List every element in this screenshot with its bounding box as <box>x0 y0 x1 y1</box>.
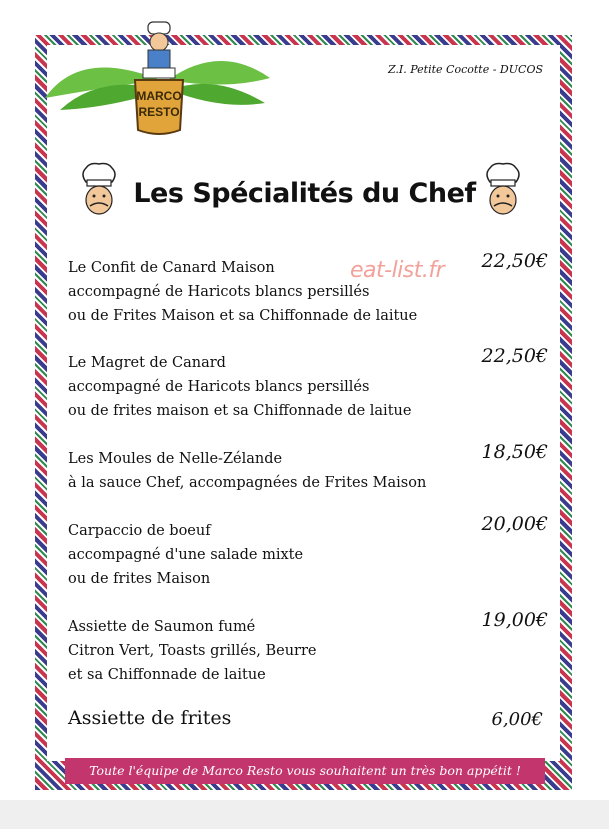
menu-item <box>68 441 548 495</box>
menu-item-description: accompagné d'une salade mixte <box>68 547 304 563</box>
marco-resto-logo <box>40 18 275 143</box>
menu-item-description: accompagné de Haricots blancs persillés <box>68 284 370 300</box>
menu-item <box>68 513 548 591</box>
menu-item-description: accompagné de Haricots blancs persillés <box>68 379 370 395</box>
menu-item-description: Citron Vert, Toasts grillés, Beurre <box>68 643 317 659</box>
menu-item-name: Les Moules de Nelle-Zélande <box>68 451 283 467</box>
bottom-band <box>0 800 609 829</box>
menu-item <box>68 250 548 328</box>
restaurant-address: Z.I. Petite Cocotte - DUCOS <box>387 63 543 76</box>
menu-item-price: 22,50€ <box>481 250 548 272</box>
menu-item-description: ou de Frites Maison et sa Chiffonnade de laitue <box>68 308 418 324</box>
menu-item-name: Carpaccio de boeuf <box>68 523 211 539</box>
menu-item-description: ou de frites maison et sa Chiffonnade de laitue <box>68 403 412 419</box>
menu-item-price: 22,50€ <box>481 345 548 367</box>
menu-item-name: Le Confit de Canard Maison <box>68 260 275 276</box>
watermark: eat-list.fr <box>350 258 445 283</box>
menu-item-description: à la sauce Chef, accompagnées de Frites Maison <box>68 475 427 491</box>
menu-item-description: et sa Chiffonnade de laitue <box>68 667 266 683</box>
menu-item-price: 18,50€ <box>481 441 548 463</box>
menu-item <box>68 345 548 423</box>
footer-banner: Toute l'équipe de Marco Resto vous souhaitent un très bon appétit ! <box>65 758 545 784</box>
menu-title: Les Spécialités du Chef <box>133 178 476 209</box>
menu-item-name: Assiette de Saumon fumé <box>68 619 256 635</box>
menu-item-price: 20,00€ <box>481 513 548 535</box>
menu-item <box>68 609 548 687</box>
fries-item-name: Assiette de frites <box>68 707 232 729</box>
menu-item-description: ou de frites Maison <box>68 571 211 587</box>
logo-text-marco: MARCO <box>136 89 182 103</box>
menu-item-price: 19,00€ <box>481 609 548 631</box>
logo-text-resto: RESTO <box>138 105 180 119</box>
menu-item-name: Le Magret de Canard <box>68 355 226 371</box>
fries-item-price: 6,00€ <box>491 709 543 730</box>
